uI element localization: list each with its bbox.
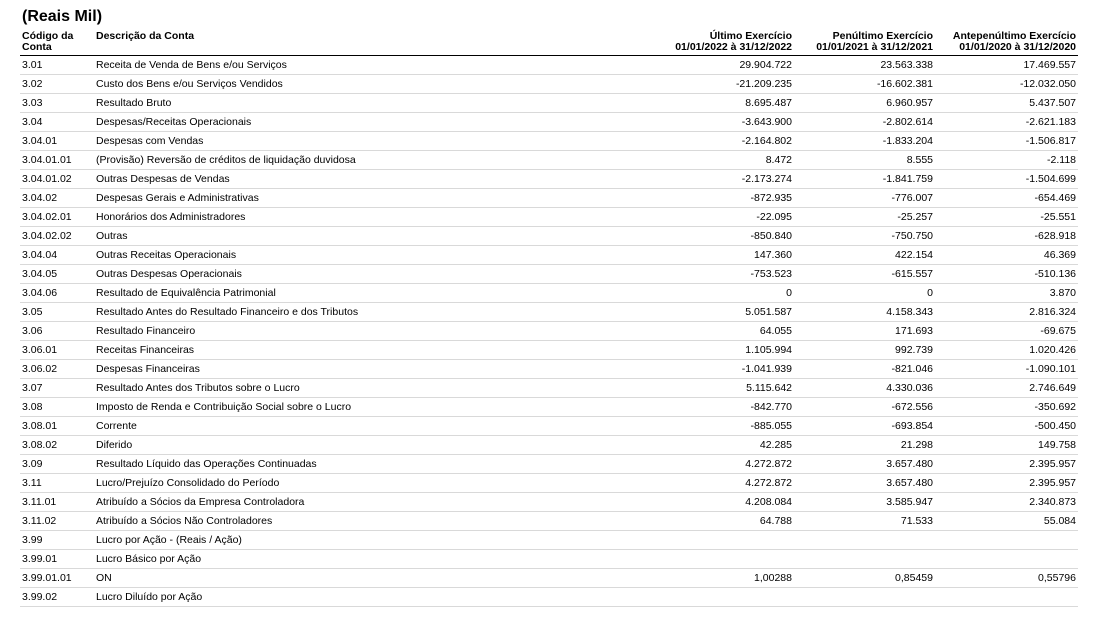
header-y3-title: Antepenúltimo Exercício [952,30,1076,42]
income-statement-table [20,30,1078,607]
table-row [20,132,1078,151]
account-description-cell: Despesas com Vendas [94,132,654,151]
third-last-fiscal-year-value: -2.118 [935,151,1078,170]
third-last-fiscal-year-value: -500.450 [935,417,1078,436]
table-row [20,455,1078,474]
last-fiscal-year-value: -3.643.900 [654,113,794,132]
third-last-fiscal-year-value: 2.816.324 [935,303,1078,322]
second-last-fiscal-year-value: -25.257 [794,208,935,227]
last-fiscal-year-value: -850.840 [654,227,794,246]
third-last-fiscal-year-value [935,531,1078,550]
header-third-last-fiscal-year [935,30,1078,56]
second-last-fiscal-year-value: -615.557 [794,265,935,284]
account-code-cell: 3.04.02.02 [20,227,94,246]
second-last-fiscal-year-value: -776.007 [794,189,935,208]
table-row [20,493,1078,512]
second-last-fiscal-year-value: 3.585.947 [794,493,935,512]
table-row [20,322,1078,341]
second-last-fiscal-year-value: -1.833.204 [794,132,935,151]
table-row [20,170,1078,189]
header-y1-period: 01/01/2022 à 31/12/2022 [675,41,792,53]
third-last-fiscal-year-value [935,550,1078,569]
account-description-cell: Imposto de Renda e Contribuição Social sobre o Lucro [94,398,654,417]
second-last-fiscal-year-value: 4.158.343 [794,303,935,322]
table-row [20,436,1078,455]
last-fiscal-year-value: 8.695.487 [654,94,794,113]
account-code-cell: 3.11 [20,474,94,493]
header-y3-period: 01/01/2020 à 31/12/2020 [959,41,1076,53]
header-description-label: Descrição da Conta [96,30,195,42]
account-description-cell: Corrente [94,417,654,436]
third-last-fiscal-year-value: -628.918 [935,227,1078,246]
last-fiscal-year-value: -885.055 [654,417,794,436]
header-account-code [20,30,94,56]
table-row [20,379,1078,398]
account-code-cell: 3.04.02.01 [20,208,94,227]
account-code-cell: 3.04.06 [20,284,94,303]
third-last-fiscal-year-value: -1.504.699 [935,170,1078,189]
second-last-fiscal-year-value: 422.154 [794,246,935,265]
third-last-fiscal-year-value: 5.437.507 [935,94,1078,113]
second-last-fiscal-year-value: 8.555 [794,151,935,170]
third-last-fiscal-year-value: 46.369 [935,246,1078,265]
second-last-fiscal-year-value: -672.556 [794,398,935,417]
third-last-fiscal-year-value: -654.469 [935,189,1078,208]
table-row [20,208,1078,227]
header-code-line1: Código da [22,30,74,42]
third-last-fiscal-year-value: 1.020.426 [935,341,1078,360]
last-fiscal-year-value: -2.164.802 [654,132,794,151]
account-description-cell: Receita de Venda de Bens e/ou Serviços [94,56,654,75]
account-description-cell: ON [94,569,654,588]
second-last-fiscal-year-value: 4.330.036 [794,379,935,398]
table-row [20,284,1078,303]
account-code-cell: 3.06.01 [20,341,94,360]
table-row [20,227,1078,246]
account-description-cell: Despesas Gerais e Administrativas [94,189,654,208]
account-description-cell: Outras Despesas Operacionais [94,265,654,284]
third-last-fiscal-year-value: -12.032.050 [935,75,1078,94]
table-row [20,588,1078,607]
account-description-cell: Custo dos Bens e/ou Serviços Vendidos [94,75,654,94]
last-fiscal-year-value: 64.788 [654,512,794,531]
table-row [20,246,1078,265]
third-last-fiscal-year-value: 2.340.873 [935,493,1078,512]
account-description-cell: Resultado Bruto [94,94,654,113]
second-last-fiscal-year-value [794,588,935,607]
last-fiscal-year-value: 4.272.872 [654,455,794,474]
last-fiscal-year-value: 5.051.587 [654,303,794,322]
second-last-fiscal-year-value: -750.750 [794,227,935,246]
second-last-fiscal-year-value: -16.602.381 [794,75,935,94]
header-last-fiscal-year [654,30,794,56]
second-last-fiscal-year-value: 0 [794,284,935,303]
third-last-fiscal-year-value: -1.506.817 [935,132,1078,151]
header-row [20,30,1078,56]
second-last-fiscal-year-value: 3.657.480 [794,455,935,474]
account-code-cell: 3.04.01 [20,132,94,151]
account-code-cell: 3.04.01.02 [20,170,94,189]
last-fiscal-year-value: 29.904.722 [654,56,794,75]
account-description-cell: Resultado de Equivalência Patrimonial [94,284,654,303]
account-code-cell: 3.99 [20,531,94,550]
account-description-cell: Resultado Líquido das Operações Continuadas [94,455,654,474]
last-fiscal-year-value: 8.472 [654,151,794,170]
last-fiscal-year-value: -1.041.939 [654,360,794,379]
account-description-cell: Outras Receitas Operacionais [94,246,654,265]
third-last-fiscal-year-value: 2.746.649 [935,379,1078,398]
last-fiscal-year-value: 1.105.994 [654,341,794,360]
account-code-cell: 3.04.04 [20,246,94,265]
second-last-fiscal-year-value [794,531,935,550]
account-code-cell: 3.04 [20,113,94,132]
header-description [94,30,654,56]
header-y2-period: 01/01/2021 à 31/12/2021 [816,41,933,53]
table-row [20,341,1078,360]
account-code-cell: 3.09 [20,455,94,474]
third-last-fiscal-year-value: 0,55796 [935,569,1078,588]
account-description-cell: Outras [94,227,654,246]
account-description-cell: Atribuído a Sócios Não Controladores [94,512,654,531]
second-last-fiscal-year-value: 71.533 [794,512,935,531]
last-fiscal-year-value: 0 [654,284,794,303]
account-description-cell: Resultado Financeiro [94,322,654,341]
table-row [20,56,1078,75]
account-code-cell: 3.08 [20,398,94,417]
last-fiscal-year-value: 42.285 [654,436,794,455]
table-row [20,75,1078,94]
second-last-fiscal-year-value: -693.854 [794,417,935,436]
table-row [20,113,1078,132]
account-description-cell: Lucro Básico por Ação [94,550,654,569]
third-last-fiscal-year-value: -25.551 [935,208,1078,227]
second-last-fiscal-year-value: 21.298 [794,436,935,455]
account-code-cell: 3.01 [20,56,94,75]
table-row [20,151,1078,170]
account-description-cell: Lucro por Ação - (Reais / Ação) [94,531,654,550]
last-fiscal-year-value: -22.095 [654,208,794,227]
account-description-cell: Resultado Antes do Resultado Financeiro e dos Tributos [94,303,654,322]
table-row [20,265,1078,284]
header-y2-title: Penúltimo Exercício [832,30,933,42]
third-last-fiscal-year-value: 149.758 [935,436,1078,455]
last-fiscal-year-value: -2.173.274 [654,170,794,189]
second-last-fiscal-year-value: 992.739 [794,341,935,360]
account-description-cell: Despesas/Receitas Operacionais [94,113,654,132]
account-code-cell: 3.11.02 [20,512,94,531]
table-header [20,30,1078,56]
last-fiscal-year-value [654,550,794,569]
account-code-cell: 3.04.02 [20,189,94,208]
table-row [20,360,1078,379]
account-description-cell: Outras Despesas de Vendas [94,170,654,189]
account-description-cell: Lucro/Prejuízo Consolidado do Período [94,474,654,493]
third-last-fiscal-year-value: 2.395.957 [935,474,1078,493]
third-last-fiscal-year-value: -1.090.101 [935,360,1078,379]
last-fiscal-year-value: 1,00288 [654,569,794,588]
second-last-fiscal-year-value: 6.960.957 [794,94,935,113]
account-code-cell: 3.03 [20,94,94,113]
second-last-fiscal-year-value: -821.046 [794,360,935,379]
table-row [20,398,1078,417]
account-description-cell: Receitas Financeiras [94,341,654,360]
account-description-cell: Diferido [94,436,654,455]
third-last-fiscal-year-value: 17.469.557 [935,56,1078,75]
third-last-fiscal-year-value: -350.692 [935,398,1078,417]
table-row [20,550,1078,569]
last-fiscal-year-value: -872.935 [654,189,794,208]
account-code-cell: 3.07 [20,379,94,398]
second-last-fiscal-year-value: 3.657.480 [794,474,935,493]
second-last-fiscal-year-value: 0,85459 [794,569,935,588]
table-body [20,56,1078,607]
table-row [20,569,1078,588]
table-row [20,417,1078,436]
second-last-fiscal-year-value: -2.802.614 [794,113,935,132]
account-description-cell: Resultado Antes dos Tributos sobre o Lucro [94,379,654,398]
third-last-fiscal-year-value: 55.084 [935,512,1078,531]
second-last-fiscal-year-value: -1.841.759 [794,170,935,189]
last-fiscal-year-value: 4.272.872 [654,474,794,493]
account-code-cell: 3.99.01 [20,550,94,569]
account-code-cell: 3.11.01 [20,493,94,512]
second-last-fiscal-year-value: 171.693 [794,322,935,341]
account-code-cell: 3.06.02 [20,360,94,379]
account-code-cell: 3.05 [20,303,94,322]
last-fiscal-year-value: 147.360 [654,246,794,265]
account-code-cell: 3.99.01.01 [20,569,94,588]
account-code-cell: 3.99.02 [20,588,94,607]
last-fiscal-year-value: 64.055 [654,322,794,341]
last-fiscal-year-value: -21.209.235 [654,75,794,94]
table-row [20,94,1078,113]
third-last-fiscal-year-value: 3.870 [935,284,1078,303]
header-code-line2: Conta [22,41,52,53]
header-second-last-fiscal-year [794,30,935,56]
table-row [20,512,1078,531]
third-last-fiscal-year-value: -510.136 [935,265,1078,284]
account-code-cell: 3.04.05 [20,265,94,284]
third-last-fiscal-year-value: 2.395.957 [935,455,1078,474]
last-fiscal-year-value: -753.523 [654,265,794,284]
last-fiscal-year-value [654,588,794,607]
table-row [20,303,1078,322]
account-code-cell: 3.06 [20,322,94,341]
second-last-fiscal-year-value [794,550,935,569]
account-description-cell: Atribuído a Sócios da Empresa Controladora [94,493,654,512]
header-y1-title: Último Exercício [709,30,792,42]
account-description-cell: Despesas Financeiras [94,360,654,379]
last-fiscal-year-value: -842.770 [654,398,794,417]
table-row [20,531,1078,550]
unit-label: (Reais Mil) [22,8,103,25]
table-row [20,189,1078,208]
account-code-cell: 3.04.01.01 [20,151,94,170]
account-description-cell: Honorários dos Administradores [94,208,654,227]
last-fiscal-year-value: 4.208.084 [654,493,794,512]
account-code-cell: 3.08.01 [20,417,94,436]
third-last-fiscal-year-value: -2.621.183 [935,113,1078,132]
third-last-fiscal-year-value: -69.675 [935,322,1078,341]
account-code-cell: 3.02 [20,75,94,94]
third-last-fiscal-year-value [935,588,1078,607]
account-code-cell: 3.08.02 [20,436,94,455]
account-description-cell: (Provisão) Reversão de créditos de liquidação duvidosa [94,151,654,170]
last-fiscal-year-value: 5.115.642 [654,379,794,398]
last-fiscal-year-value [654,531,794,550]
second-last-fiscal-year-value: 23.563.338 [794,56,935,75]
account-description-cell: Lucro Diluído por Ação [94,588,654,607]
table-row [20,474,1078,493]
